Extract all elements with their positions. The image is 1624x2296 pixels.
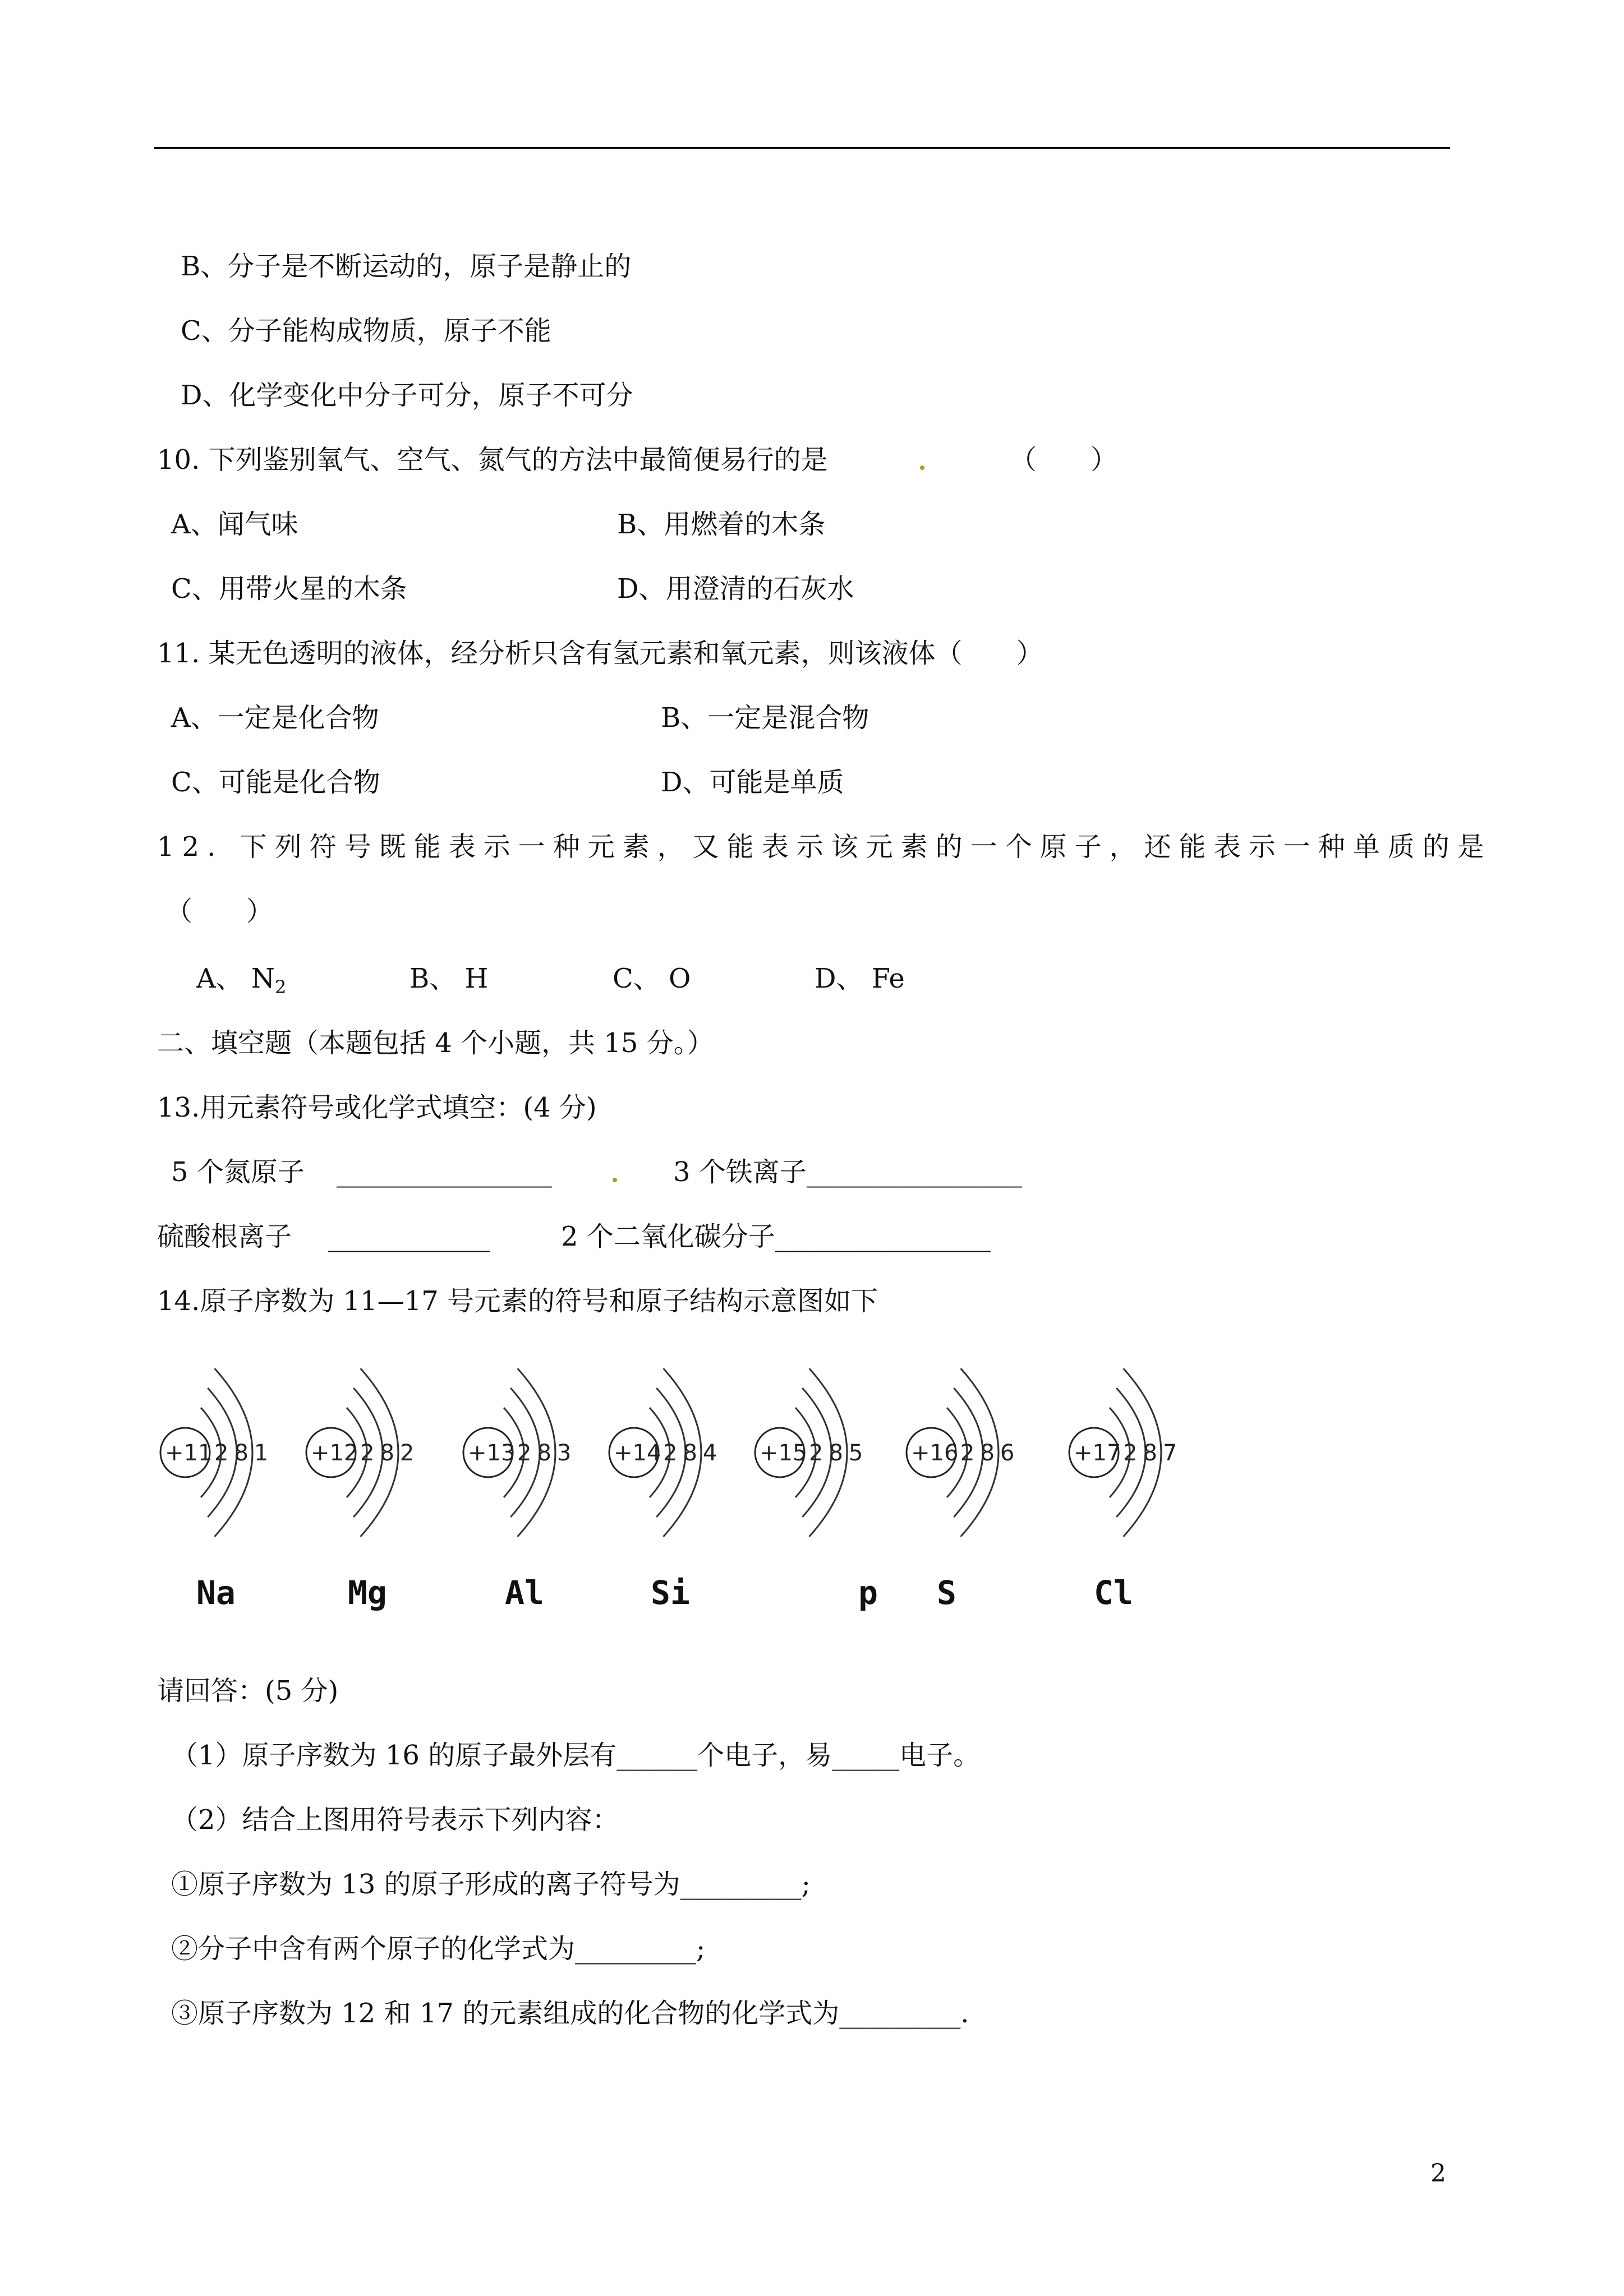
element-symbol: Mg bbox=[348, 1574, 387, 1612]
atom-diagram-p bbox=[755, 1368, 878, 1612]
element-symbol: S bbox=[937, 1574, 956, 1612]
q13-item-3: 硫酸根离子 bbox=[157, 1221, 292, 1252]
q14-blank-gain-lose[interactable]: _____ bbox=[832, 1740, 900, 1771]
nucleus-charge: +14 bbox=[614, 1440, 661, 1466]
q9-option-d: D、化学变化中分子可分，原子不可分 bbox=[181, 380, 633, 411]
element-symbol: p bbox=[858, 1574, 878, 1612]
atom-diagram-Si bbox=[609, 1368, 723, 1612]
shell-electron-counts: 286 bbox=[960, 1440, 1020, 1466]
q12-option-d: D、 Fe bbox=[815, 963, 905, 994]
stray-dot bbox=[613, 1178, 617, 1182]
q13-stem: 13.用元素符号或化学式填空：(4 分) bbox=[157, 1092, 597, 1123]
q12-option-b: B、 H bbox=[410, 963, 489, 994]
atom-diagram-Al bbox=[463, 1368, 577, 1612]
q14-blank-electrons[interactable]: ______ bbox=[617, 1740, 698, 1771]
q10-option-a: A、闻气味 bbox=[171, 509, 298, 540]
shell-electron-counts: 283 bbox=[517, 1440, 577, 1466]
nucleus-charge: +16 bbox=[911, 1440, 959, 1466]
q14-blank-ion-symbol[interactable]: _________ bbox=[680, 1869, 802, 1900]
q11-option-a: A、一定是化合物 bbox=[171, 702, 379, 734]
q13-item-2: 3 个铁离子________________ bbox=[673, 1156, 1022, 1188]
q14-stem: 14.原子序数为 11—17 号元素的符号和原子结构示意图如下 bbox=[157, 1285, 878, 1317]
q10-stem: 10. 下列鉴别氧气、空气、氮气的方法中最简便易行的是 bbox=[157, 444, 828, 476]
q14-prompt: 请回答：(5 分) bbox=[157, 1675, 339, 1707]
q14-part-2-2: ②分子中含有两个原子的化学式为_________; bbox=[171, 1933, 706, 1965]
nucleus-charge: +11 bbox=[165, 1440, 213, 1466]
q13-blank-1[interactable]: ________________ bbox=[337, 1156, 552, 1188]
q13-item-4: 2 个二氧化碳分子________________ bbox=[561, 1221, 991, 1252]
shell-electron-counts: 285 bbox=[809, 1440, 869, 1466]
q9-option-c: C、分子能构成物质，原子不能 bbox=[181, 315, 551, 347]
q14-part-1: （1）原子序数为 16 的原子最外层有______个电子，易_____电子。 bbox=[171, 1740, 981, 1771]
q11-option-b: B、一定是混合物 bbox=[661, 702, 869, 734]
q12-option-a: A、 $N_2$ bbox=[196, 963, 287, 998]
element-symbol: Na bbox=[196, 1574, 236, 1612]
atom-diagram-Mg bbox=[306, 1368, 420, 1612]
q11-option-d: D、可能是单质 bbox=[661, 767, 844, 798]
q10-option-b: B、用燃着的木条 bbox=[617, 509, 826, 540]
header-rule bbox=[154, 147, 1450, 149]
atomic-structure-diagrams bbox=[151, 1368, 1273, 1632]
q11-option-c: C、可能是化合物 bbox=[171, 767, 380, 798]
shell-electron-counts: 281 bbox=[214, 1440, 274, 1466]
q12-option-c: C、 O bbox=[613, 963, 691, 994]
atom-diagram-S bbox=[907, 1368, 1020, 1612]
subscript: 2 bbox=[274, 976, 287, 998]
shell-electron-counts: 284 bbox=[663, 1440, 723, 1466]
element-symbol: Al bbox=[505, 1574, 544, 1612]
shell-electron-counts: 282 bbox=[360, 1440, 420, 1466]
q13-blank-3[interactable]: ____________ bbox=[328, 1221, 490, 1252]
q13-item-1: 5 个氮原子 bbox=[171, 1156, 305, 1188]
stray-dot bbox=[920, 465, 924, 470]
q13-blank-2[interactable]: ________________ bbox=[806, 1156, 1022, 1188]
nucleus-charge: +17 bbox=[1074, 1440, 1121, 1466]
page-number: 2 bbox=[1430, 2159, 1446, 2188]
q14-part-2: （2）结合上图用符号表示下列内容： bbox=[171, 1804, 619, 1836]
element-symbol: Si bbox=[651, 1574, 690, 1612]
q14-blank-diatomic-formula[interactable]: _________ bbox=[575, 1933, 697, 1965]
q14-part-2-3: ③原子序数为 12 和 17 的元素组成的化合物的化学式为_________. bbox=[171, 1998, 969, 2029]
q10-option-c: C、用带火星的木条 bbox=[171, 573, 407, 605]
nucleus-charge: +12 bbox=[311, 1440, 358, 1466]
q10-option-d: D、用澄清的石灰水 bbox=[617, 573, 854, 605]
q10-answer-paren: （ ） bbox=[1010, 444, 1118, 476]
section-2-title: 二、填空题（本题包括 4 个小题，共 15 分。） bbox=[157, 1027, 714, 1059]
q14-blank-compound-formula[interactable]: _________ bbox=[839, 1998, 961, 2029]
q12-stem: 12. 下列符号既能表示一种元素，又能表示该元素的一个原子，还能表示一种单质的是 bbox=[157, 831, 1492, 863]
q12-answer-paren: （ ） bbox=[165, 896, 274, 927]
shell-electron-counts: 287 bbox=[1123, 1440, 1183, 1466]
nucleus-charge: +13 bbox=[468, 1440, 516, 1466]
atom-diagram-Cl bbox=[1069, 1368, 1183, 1612]
q11-stem: 11. 某无色透明的液体，经分析只含有氢元素和氧元素，则该液体（ ） bbox=[157, 638, 1043, 669]
q9-option-b: B、分子是不断运动的，原子是静止的 bbox=[181, 251, 632, 282]
q14-part-2-1: ①原子序数为 13 的原子形成的离子符号为_________; bbox=[171, 1869, 811, 1900]
element-symbol: Cl bbox=[1094, 1574, 1133, 1612]
atom-diagram-Na bbox=[160, 1368, 274, 1612]
q13-blank-4[interactable]: ________________ bbox=[775, 1221, 991, 1252]
nucleus-charge: +15 bbox=[760, 1440, 807, 1466]
